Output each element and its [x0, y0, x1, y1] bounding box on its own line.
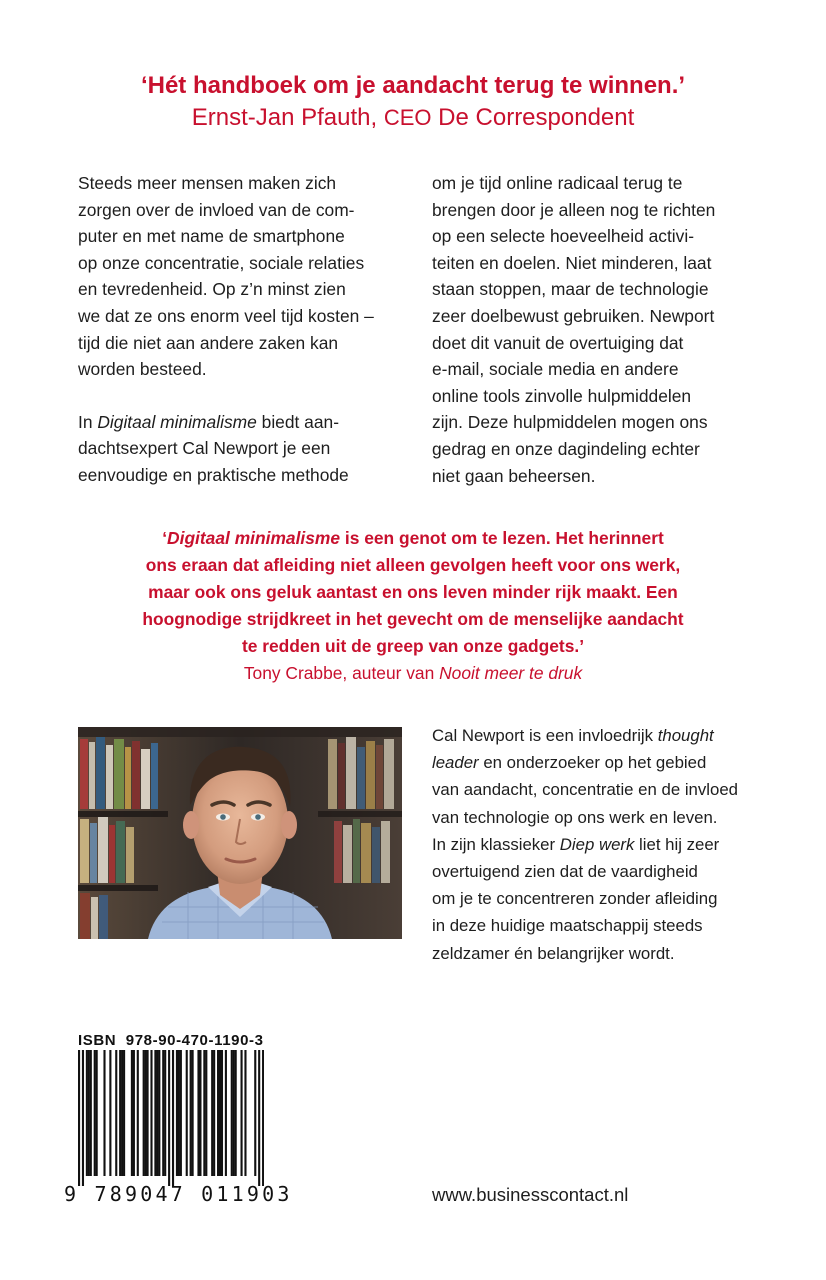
author-bio [432, 722, 762, 967]
bio-line: in deze huidige maatschappij steeds [432, 916, 703, 936]
bio-line: om je te concentreren zonder afleiding [432, 889, 718, 909]
body-line: Steeds meer mensen maken zich [78, 173, 337, 193]
body-line: online tools zinvolle hulpmiddelen [432, 385, 692, 406]
barcode-bar [231, 1050, 233, 1176]
author-org: De Correspondent [431, 104, 635, 131]
barcode-bar [225, 1050, 227, 1176]
top-quote-author [0, 102, 826, 134]
text-span: biedt aan- [256, 411, 339, 432]
review-line: hoognodige strijdkreet in het gevecht om de menselijke aandacht [142, 609, 684, 629]
barcode-bar [221, 1050, 223, 1176]
barcode-bar [190, 1050, 192, 1176]
body-line [78, 409, 408, 436]
barcode-bar [156, 1050, 158, 1176]
bio-line: van aandacht, concentratie en de invloed [432, 780, 739, 800]
text-span: Cal Newport is een invloedrijk [432, 726, 658, 745]
review-line: te redden uit de greep van onze gadgets.’ [241, 636, 585, 656]
body-line: dachtsexpert Cal Newport je een [78, 438, 331, 459]
bio-line [432, 749, 762, 776]
barcode-bar [262, 1050, 264, 1186]
barcode-bar [205, 1050, 207, 1176]
barcode-bar [180, 1050, 182, 1176]
bio-line: zeldzamer én belangrijker wordt. [432, 943, 675, 963]
text-span: In [78, 411, 98, 432]
body-line: doet dit vanuit de overtuiging dat [432, 332, 684, 353]
bio-line: van technologie op ons werk en leven. [432, 807, 718, 827]
author-photo-image [78, 727, 402, 939]
barcode-bar [164, 1050, 166, 1176]
author-photo [78, 727, 402, 939]
body-line: gedrag en onze dagindeling echter [432, 438, 700, 459]
barcode-bar [123, 1050, 125, 1176]
barcode-bar [168, 1050, 170, 1186]
body-line: e-mail, sociale media en andere [432, 359, 679, 380]
body-line: zijn. Deze hulpmiddelen mogen ons [432, 412, 708, 433]
barcode-bar [211, 1050, 213, 1176]
barcode-bar [96, 1050, 98, 1176]
text-emphasis: thought [657, 726, 714, 745]
barcode-bar [115, 1050, 117, 1176]
body-line: staan stoppen, maar de technologie [432, 279, 709, 300]
barcode-bar [254, 1050, 256, 1176]
barcode-bar [133, 1050, 135, 1176]
barcode-bar [109, 1050, 111, 1176]
barcode-bar [241, 1050, 243, 1176]
barcode-bar [103, 1050, 105, 1176]
body-line: brengen door je alleen nog te richten [432, 199, 716, 220]
body-line: niet gaan beheersen. [432, 465, 596, 486]
barcode-bar [88, 1050, 90, 1176]
barcode-bar [82, 1050, 84, 1186]
bio-line: overtuigend zien dat de vaardigheid [432, 862, 698, 882]
review-line [0, 525, 826, 552]
top-quote [0, 70, 826, 134]
barcode-bar [143, 1050, 145, 1176]
text-emphasis: leader [432, 753, 479, 773]
top-quote-text: ‘Hét handboek om je aandacht terug te winnen.’ [140, 72, 686, 99]
barcode-bar [121, 1050, 123, 1176]
body-line: op een selecte hoeveelheid activi- [432, 226, 694, 247]
body-line: tijd die niet aan andere zaken kan [78, 332, 339, 353]
text-span: is een genot om te lezen. Het herinnert [340, 528, 664, 548]
body-column-right [432, 170, 762, 489]
barcode-bar [235, 1050, 237, 1176]
barcode-bar [131, 1050, 133, 1176]
barcode-bar [94, 1050, 96, 1176]
body-line: teiten en doelen. Niet minderen, laat [432, 252, 712, 273]
publisher-url[interactable]: www.businesscontact.nl [432, 1184, 629, 1205]
body-line: zorgen over de invloed van de com- [78, 199, 355, 220]
text-span: liet hij zeer [634, 834, 720, 854]
review-line: maar ook ons geluk aantast en ons leven minder rijk maakt. Een [148, 582, 678, 602]
barcode-bar [233, 1050, 235, 1176]
body-line: en tevredenheid. Op z’n minst zien [78, 279, 346, 300]
body-line: eenvoudige en praktische methode [78, 464, 349, 485]
barcode-bar [150, 1050, 152, 1176]
barcode-bar [176, 1050, 178, 1176]
text-span: ‘ [162, 528, 168, 548]
review-quote [0, 525, 826, 687]
bio-line [432, 722, 762, 749]
author-name: Ernst-Jan Pfauth, [191, 104, 384, 131]
barcode-bar [86, 1050, 88, 1176]
body-line: om je tijd online radicaal terug te [432, 173, 683, 193]
barcode-bar [258, 1050, 260, 1186]
barcode-bar [162, 1050, 164, 1176]
barcode-bar [119, 1050, 121, 1176]
bio-line [432, 831, 762, 858]
body-line: we dat ze ons enorm veel tijd kosten – [78, 305, 374, 326]
barcode-bar [137, 1050, 139, 1176]
barcode-bar [192, 1050, 194, 1176]
review-line: ons eraan dat afleiding niet alleen gevolgen heeft voor ons werk, [145, 555, 681, 575]
book-title: Digitaal minimalisme [167, 528, 341, 548]
barcode-bar [158, 1050, 160, 1176]
text-span: In zijn klassieker [432, 834, 560, 854]
review-author [0, 660, 826, 687]
book-title: Diep werk [559, 834, 635, 854]
barcode-bar [199, 1050, 201, 1176]
barcode-bar [154, 1050, 156, 1176]
barcode-bar [213, 1050, 215, 1176]
barcode-bar [186, 1050, 188, 1176]
author-title: CEO [383, 105, 432, 130]
isbn-label: ISBN 978-90-470-1190-3 [78, 1032, 264, 1049]
barcode-bar [147, 1050, 149, 1176]
body-column-left [78, 170, 408, 489]
book-title: Digitaal minimalisme [97, 411, 257, 432]
body-line: op onze concentratie, sociale relaties [78, 252, 365, 273]
barcode-bar [78, 1050, 80, 1186]
barcode-bar [197, 1050, 199, 1176]
barcode [78, 1050, 264, 1186]
barcode-bar [219, 1050, 221, 1176]
barcode-bar [244, 1050, 246, 1176]
barcode-number: 9 789047 011903 [64, 1182, 293, 1206]
text-span: Tony Crabbe, auteur van [243, 663, 440, 683]
body-line: worden besteed. [78, 359, 207, 380]
text-span: en onderzoeker op het gebied [478, 753, 707, 773]
barcode-bar [203, 1050, 205, 1176]
barcode-bar [178, 1050, 180, 1176]
barcode-bar [217, 1050, 219, 1176]
barcode-bar [172, 1050, 174, 1186]
barcode-bar [145, 1050, 147, 1176]
book-title: Nooit meer te druk [439, 663, 583, 683]
barcode-bar [90, 1050, 92, 1176]
body-line: puter en met name de smartphone [78, 226, 345, 247]
body-line: zeer doelbewust gebruiken. Newport [432, 305, 715, 326]
